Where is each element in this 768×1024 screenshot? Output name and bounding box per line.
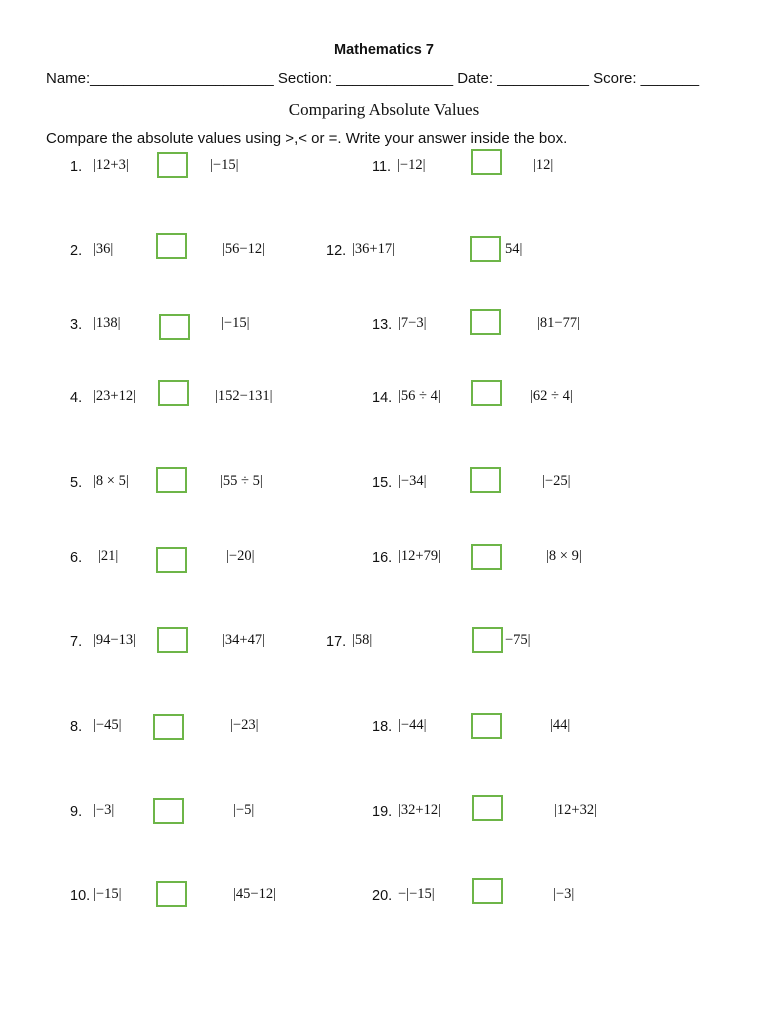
left-expression: |94−13| — [93, 632, 136, 648]
problem-number: 7. — [70, 634, 83, 650]
right-expression: |−25| — [542, 473, 571, 489]
answer-box[interactable] — [157, 627, 188, 653]
problem-number: 9. — [70, 804, 83, 820]
right-expression: |45−12| — [233, 886, 276, 902]
answer-box[interactable] — [472, 878, 503, 904]
problem-number: 1. — [70, 159, 83, 175]
right-expression: |12| — [533, 157, 554, 173]
worksheet-title: Mathematics 7 — [334, 42, 434, 58]
answer-box[interactable] — [159, 314, 190, 340]
answer-box[interactable] — [157, 152, 188, 178]
right-expression: |8 × 9| — [546, 548, 582, 564]
right-expression: |−23| — [230, 717, 259, 733]
problem-number: 19. — [372, 804, 393, 820]
right-expression: |−5| — [233, 802, 255, 818]
problem-number: 10. — [70, 888, 91, 904]
left-expression: |21| — [98, 548, 119, 564]
answer-box[interactable] — [156, 467, 187, 493]
problem-number: 6. — [70, 550, 83, 566]
problem-number: 5. — [70, 475, 83, 491]
answer-box[interactable] — [153, 798, 184, 824]
right-expression: |−15| — [221, 315, 250, 331]
problem-number: 17. — [326, 634, 347, 650]
answer-box[interactable] — [471, 713, 502, 739]
left-expression: |−44| — [398, 717, 427, 733]
left-expression: |138| — [93, 315, 121, 331]
right-expression: |−15| — [210, 157, 239, 173]
left-expression: |12+3| — [93, 157, 129, 173]
left-expression: |56 ÷ 4| — [398, 388, 441, 404]
right-expression: |−20| — [226, 548, 255, 564]
problem-number: 15. — [372, 475, 393, 491]
problem-number: 4. — [70, 390, 83, 406]
answer-box[interactable] — [153, 714, 184, 740]
right-expression: |44| — [550, 717, 571, 733]
answer-box[interactable] — [471, 380, 502, 406]
left-expression: |−3| — [93, 802, 115, 818]
left-expression: |36+17| — [352, 241, 395, 257]
right-expression: |62 ÷ 4| — [530, 388, 573, 404]
problem-number: 3. — [70, 317, 83, 333]
right-expression: |56−12| — [222, 241, 265, 257]
left-expression: |8 × 5| — [93, 473, 129, 489]
problem-number: 11. — [372, 159, 392, 175]
problem-number: 2. — [70, 243, 83, 259]
problem-number: 18. — [372, 719, 393, 735]
left-expression: |32+12| — [398, 802, 441, 818]
answer-box[interactable] — [472, 795, 503, 821]
worksheet-subtitle: Comparing Absolute Values — [288, 100, 480, 119]
problem-number: 16. — [372, 550, 393, 566]
left-expression: |−45| — [93, 717, 122, 733]
answer-box[interactable] — [158, 380, 189, 406]
answer-box[interactable] — [470, 309, 501, 335]
right-expression: |55 ÷ 5| — [220, 473, 263, 489]
problem-number: 12. — [326, 243, 347, 259]
answer-box[interactable] — [156, 233, 187, 259]
answer-box[interactable] — [156, 881, 187, 907]
problem-number: 13. — [372, 317, 393, 333]
instructions: Compare the absolute values using >,< or =. Write your answer inside the box. — [46, 130, 568, 147]
answer-box[interactable] — [470, 467, 501, 493]
left-expression: |58| — [352, 632, 373, 648]
student-info-fields: Name:______________________ Section: ______________ Date: ___________ Score: _______ — [46, 70, 700, 87]
answer-box[interactable] — [471, 544, 502, 570]
problem-number: 14. — [372, 390, 393, 406]
left-expression: |36| — [93, 241, 114, 257]
left-expression: |23+12| — [93, 388, 136, 404]
left-expression: |−34| — [398, 473, 427, 489]
problem-number: 8. — [70, 719, 83, 735]
right-expression: −75| — [505, 632, 531, 648]
left-expression: −|−15| — [398, 886, 435, 902]
left-expression: |12+79| — [398, 548, 441, 564]
answer-box[interactable] — [470, 236, 501, 262]
right-expression: |152−131| — [215, 388, 273, 404]
answer-box[interactable] — [472, 627, 503, 653]
left-expression: |−15| — [93, 886, 122, 902]
left-expression: |7−3| — [398, 315, 427, 331]
right-expression: |−3| — [553, 886, 575, 902]
left-expression: |−12| — [397, 157, 426, 173]
problem-number: 20. — [372, 888, 393, 904]
right-expression: |12+32| — [554, 802, 597, 818]
right-expression: 54| — [505, 241, 523, 257]
right-expression: |81−77| — [537, 315, 580, 331]
answer-box[interactable] — [471, 149, 502, 175]
answer-box[interactable] — [156, 547, 187, 573]
right-expression: |34+47| — [222, 632, 265, 648]
